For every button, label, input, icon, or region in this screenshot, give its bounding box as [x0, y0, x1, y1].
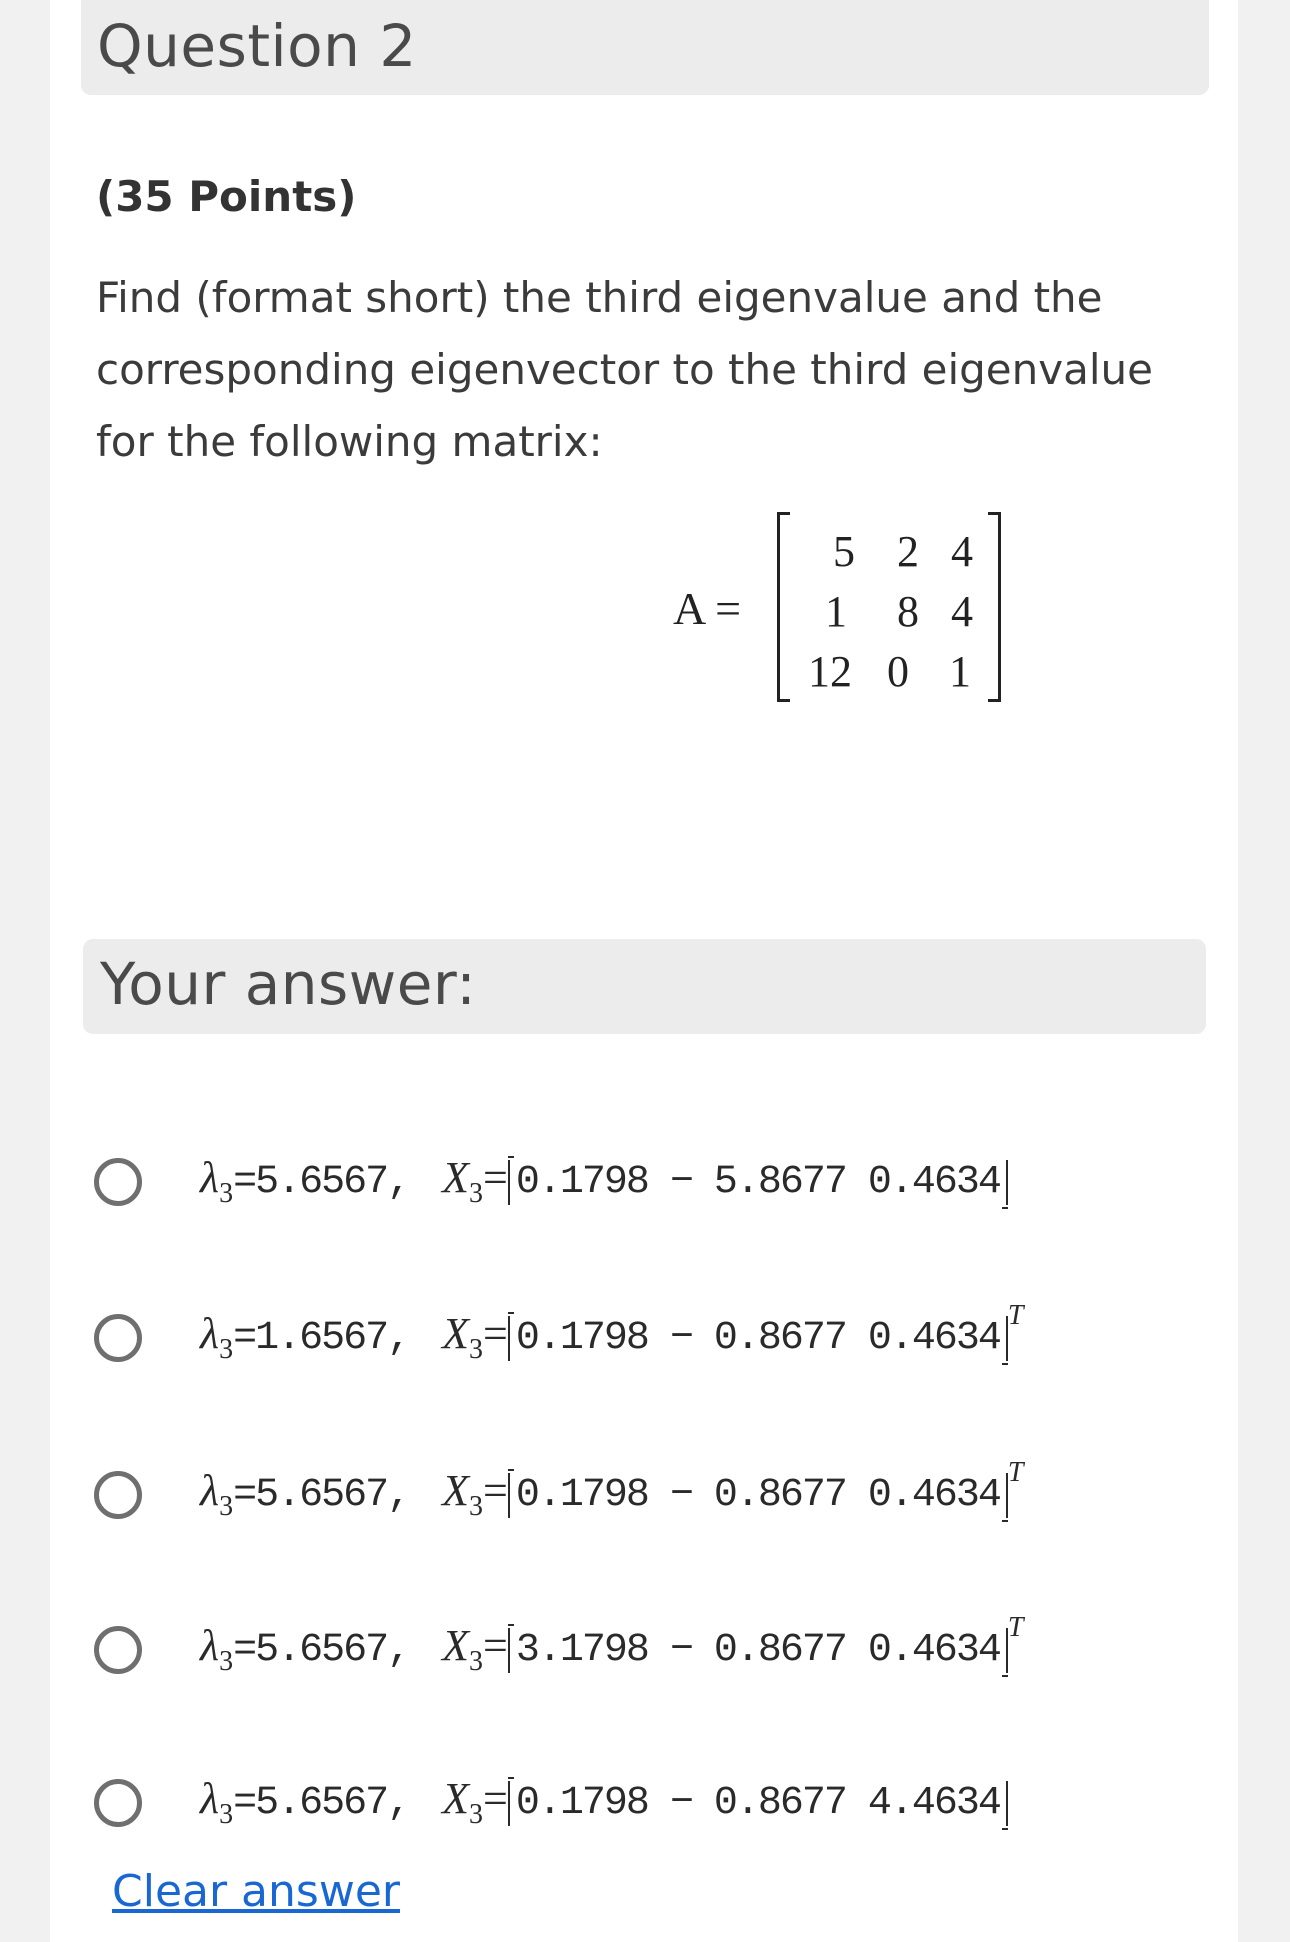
option-formula: $\lambda_3=5.6567$, $X_3= 0.1798 - 0.8677$ 4.4634 [200, 1765, 1008, 1831]
radio-button[interactable] [94, 1158, 142, 1206]
answer-option-4[interactable] [94, 1608, 1144, 1708]
matrix-row [780, 526, 998, 586]
matrix-cell: 1 [825, 587, 847, 636]
question-points: (35 Points) [96, 172, 357, 221]
radio-button[interactable] [94, 1314, 142, 1362]
answer-option-5[interactable] [94, 1761, 1144, 1861]
matrix-cell: 8 [897, 587, 919, 636]
matrix-cell: 4 [951, 527, 973, 576]
matrix-cell: 1 [949, 647, 971, 696]
answer-option-3[interactable] [94, 1453, 1144, 1553]
matrix-row [780, 646, 998, 706]
matrix-cell: 2 [897, 527, 919, 576]
answer-option-2[interactable] [94, 1296, 1144, 1396]
matrix-cell: 12 [808, 647, 852, 696]
question-title: Question 2 [97, 12, 417, 80]
option-formula: $\lambda_3=5.6567$, $X_3= 0.1798 - 5.8677$ 0.4634 [200, 1144, 1008, 1210]
option-formula: $\lambda_3=5.6567$, $X_3= 3.1798 - 0.8677$ $0.4634^T$ [200, 1612, 1024, 1677]
matrix-row [780, 586, 998, 646]
radio-button[interactable] [94, 1471, 142, 1519]
matrix-cell: 4 [951, 587, 973, 636]
radio-button[interactable] [94, 1779, 142, 1827]
matrix-cell: 0 [887, 647, 909, 696]
option-formula: $\lambda_3=5.6567$, $X_3= 0.1798 - 0.8677$ $0.4634^T$ [200, 1457, 1024, 1522]
question-text: Find (format short) the third eigenvalue and the corresponding eigenvector to the third eigenvalue for the following matrix: [96, 273, 1153, 466]
clear-answer-link[interactable]: Clear answer [112, 1866, 400, 1917]
option-formula: $\lambda_3=1.6567$, $X_3= 0.1798 - 0.8677$ $0.4634^T$ [200, 1300, 1024, 1365]
matrix-brackets [777, 512, 1001, 702]
answer-title: Your answer: [100, 950, 477, 1018]
matrix-cell: 5 [833, 527, 855, 576]
radio-button[interactable] [94, 1626, 142, 1674]
answer-option-1[interactable] [94, 1140, 1144, 1240]
matrix-label: A = [673, 583, 742, 634]
